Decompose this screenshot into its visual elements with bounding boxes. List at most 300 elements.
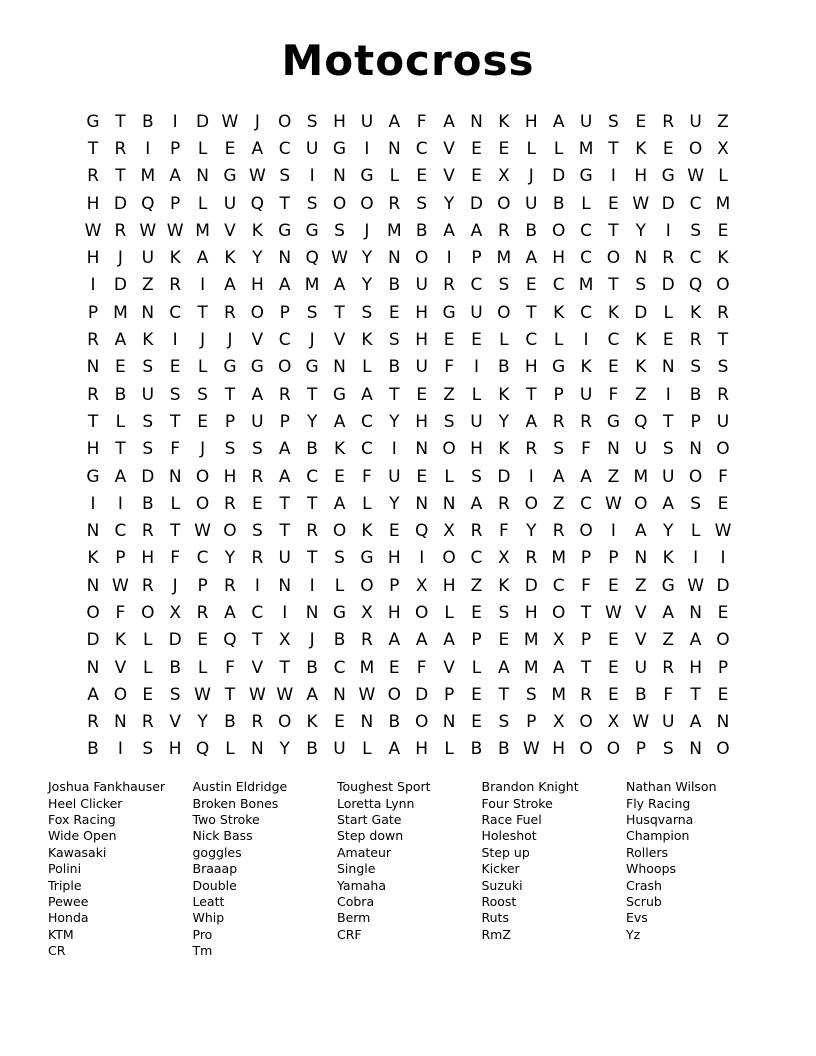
grid-letter: I	[172, 111, 178, 132]
grid-letter: R	[306, 521, 319, 542]
grid-letter: P	[553, 384, 564, 405]
grid-letter: C	[552, 275, 565, 296]
grid-letter: M	[633, 466, 649, 487]
grid-letter: K	[498, 111, 510, 132]
grid-letter: N	[607, 439, 620, 460]
grid-letter: K	[87, 548, 99, 569]
grid-letter: X	[498, 548, 510, 569]
grid-letter: P	[279, 411, 290, 432]
grid-letter: K	[662, 548, 674, 569]
grid-letter: A	[415, 630, 428, 651]
grid-letter: Q	[634, 411, 648, 432]
grid-letter: U	[415, 275, 428, 296]
grid-letter: T	[115, 111, 126, 132]
grid-letter: A	[278, 466, 291, 487]
word-list-item: Honda	[48, 910, 89, 926]
grid-letter: A	[333, 493, 346, 514]
grid-letter: R	[141, 521, 154, 542]
grid-letter: T	[279, 657, 290, 678]
grid-letter: M	[523, 657, 539, 678]
grid-letter: S	[498, 275, 510, 296]
grid-letter: T	[608, 220, 619, 241]
grid-letter: P	[580, 630, 592, 651]
grid-letter: G	[332, 138, 347, 159]
grid-letter: R	[251, 712, 264, 733]
word-list-column	[482, 779, 627, 959]
grid-letter: N	[114, 712, 127, 733]
grid-letter: Q	[223, 630, 237, 651]
grid-letter: A	[114, 466, 127, 487]
grid-letter: E	[197, 630, 208, 651]
grid-letter: S	[279, 166, 291, 187]
grid-letter: C	[306, 466, 319, 487]
grid-letter: E	[471, 684, 482, 705]
grid-letter: Z	[607, 466, 620, 487]
word-list-item: Four Stroke	[481, 795, 553, 811]
grid-letter: O	[497, 302, 511, 323]
grid-letter: Z	[141, 275, 154, 296]
grid-letter: S	[443, 411, 455, 432]
grid-letter: H	[689, 657, 702, 678]
grid-letter: T	[580, 657, 592, 678]
grid-letter: G	[332, 384, 347, 405]
page-title: Motocross	[281, 36, 535, 85]
grid-letter: E	[608, 357, 619, 378]
grid-letter: S	[306, 111, 318, 132]
word-list-column	[193, 779, 338, 959]
grid-letter: I	[90, 275, 96, 296]
grid-letter: P	[115, 548, 126, 569]
grid-letter: Q	[688, 275, 703, 296]
grid-letter: S	[169, 684, 181, 705]
grid-letter: W	[714, 521, 732, 542]
word-list-item: Nick Bass	[192, 828, 253, 844]
grid-letter: X	[415, 575, 428, 596]
word-list-item: Joshua Fankhauser	[48, 779, 166, 795]
grid-letter: C	[114, 521, 127, 542]
grid-letter: C	[415, 138, 428, 159]
grid-letter: M	[551, 548, 566, 569]
grid-letter: S	[169, 384, 181, 405]
grid-letter: L	[143, 630, 153, 651]
grid-letter: R	[470, 521, 483, 542]
grid-letter: A	[196, 248, 209, 269]
grid-letter: A	[388, 739, 401, 760]
grid-letter: R	[224, 493, 236, 514]
grid-letter: C	[360, 439, 373, 460]
grid-letter: A	[224, 275, 236, 296]
grid-letter: A	[580, 466, 592, 487]
grid-letter: N	[278, 248, 292, 269]
grid-letter: E	[416, 384, 428, 405]
grid-letter: D	[661, 275, 675, 296]
grid-letter: H	[333, 111, 346, 132]
grid-letter: E	[608, 193, 619, 214]
grid-letter: E	[169, 357, 181, 378]
grid-letter: N	[250, 739, 264, 760]
grid-letter: N	[689, 739, 702, 760]
word-list-item: Braaap	[192, 861, 238, 877]
grid-letter: Y	[389, 411, 400, 432]
grid-letter: A	[333, 411, 346, 432]
grid-letter: T	[115, 439, 126, 460]
grid-letter: U	[716, 411, 730, 432]
grid-letter: E	[334, 466, 345, 487]
grid-letter: L	[444, 466, 454, 487]
grid-letter: O	[497, 193, 511, 214]
grid-letter: K	[553, 302, 565, 323]
grid-letter: E	[717, 684, 729, 705]
grid-letter: B	[333, 630, 346, 651]
grid-letter: Y	[526, 521, 537, 542]
grid-letter: G	[250, 357, 264, 378]
grid-letter: N	[387, 248, 401, 269]
grid-letter: V	[333, 330, 346, 351]
grid-letter: Y	[361, 275, 373, 296]
grid-letter: O	[141, 602, 155, 623]
grid-letter: E	[717, 220, 729, 241]
grid-letter: R	[114, 220, 127, 241]
grid-letter: O	[551, 220, 566, 241]
grid-letter: S	[142, 357, 154, 378]
grid-letter: E	[416, 466, 428, 487]
grid-letter: O	[579, 739, 593, 760]
grid-letter: K	[498, 575, 510, 596]
grid-letter: T	[717, 330, 729, 351]
grid-letter: W	[687, 166, 704, 187]
grid-letter: B	[525, 220, 538, 241]
grid-letter: E	[717, 493, 729, 514]
grid-letter: M	[496, 248, 512, 269]
grid-letter: A	[169, 166, 181, 187]
word-list-item: CR	[48, 943, 66, 959]
grid-letter: W	[276, 684, 294, 705]
grid-letter: E	[471, 138, 482, 159]
word-list-item: Step up	[481, 844, 530, 860]
grid-letter: A	[689, 712, 702, 733]
grid-letter: W	[605, 602, 622, 623]
grid-letter: V	[443, 166, 455, 187]
grid-letter: S	[608, 111, 619, 132]
grid-letter: B	[388, 357, 401, 378]
grid-letter: X	[278, 630, 291, 651]
grid-letter: J	[117, 248, 123, 269]
grid-letter: H	[552, 739, 566, 760]
grid-letter: H	[168, 739, 182, 760]
grid-letter: S	[334, 220, 345, 241]
grid-letter: S	[142, 411, 154, 432]
grid-letter: R	[525, 439, 538, 460]
grid-letter: W	[331, 248, 348, 269]
grid-letter: E	[608, 630, 619, 651]
grid-letter: L	[362, 493, 372, 514]
grid-letter: E	[662, 138, 674, 159]
grid-letter: A	[662, 602, 675, 623]
grid-letter: E	[115, 357, 126, 378]
grid-letter: W	[221, 111, 239, 132]
grid-letter: A	[525, 411, 538, 432]
grid-letter: K	[717, 248, 729, 269]
grid-letter: K	[690, 302, 702, 323]
grid-letter: E	[608, 657, 619, 678]
grid-letter: E	[388, 521, 400, 542]
grid-letter: O	[716, 275, 730, 296]
word-list-item: Crash	[626, 877, 662, 893]
grid-letter: G	[278, 220, 292, 241]
word-list-item: Yz	[626, 926, 641, 942]
grid-letter: F	[444, 357, 454, 378]
word-list-item: Pro	[192, 926, 213, 942]
grid-letter: U	[634, 439, 648, 460]
grid-letter: E	[388, 302, 400, 323]
grid-letter: D	[661, 193, 675, 214]
grid-letter: O	[524, 493, 538, 514]
grid-letter: W	[632, 712, 650, 733]
grid-letter: P	[608, 548, 619, 569]
grid-letter: S	[635, 275, 647, 296]
grid-letter: S	[690, 493, 701, 514]
grid-letter: T	[526, 384, 537, 405]
grid-letter: N	[360, 712, 374, 733]
grid-letter: Z	[552, 493, 565, 514]
grid-letter: S	[690, 220, 701, 241]
word-list-item: Broken Bones	[192, 795, 279, 811]
word-list-item: Fox Racing	[48, 811, 116, 827]
grid-letter: P	[170, 138, 181, 159]
grid-letter: K	[306, 712, 318, 733]
grid-letter: D	[469, 193, 484, 214]
grid-letter: A	[224, 602, 236, 623]
grid-letter: K	[333, 439, 346, 460]
grid-letter: G	[305, 357, 319, 378]
grid-letter: H	[86, 193, 100, 214]
grid-letter: T	[87, 411, 99, 432]
grid-letter: T	[498, 684, 510, 705]
grid-letter: L	[115, 411, 126, 432]
grid-letter: B	[114, 384, 127, 405]
grid-letter: K	[114, 630, 126, 651]
grid-letter: E	[224, 138, 236, 159]
grid-letter: C	[552, 575, 565, 596]
grid-letter: L	[197, 657, 208, 678]
grid-letter: A	[525, 248, 538, 269]
grid-letter: V	[635, 602, 647, 623]
grid-letter: E	[142, 684, 154, 705]
grid-letter: E	[471, 166, 482, 187]
grid-letter: A	[306, 684, 318, 705]
grid-letter: A	[552, 111, 565, 132]
grid-letter: W	[687, 575, 704, 596]
grid-letter: V	[443, 657, 455, 678]
grid-letter: T	[115, 166, 126, 187]
grid-letter: L	[197, 193, 208, 214]
grid-letter: S	[690, 357, 701, 378]
grid-letter: B	[141, 111, 154, 132]
grid-letter: E	[498, 138, 510, 159]
grid-letter: Z	[443, 384, 455, 405]
grid-letter: Y	[197, 712, 208, 733]
grid-letter: E	[471, 330, 482, 351]
grid-letter: R	[662, 248, 675, 269]
word-list-item: Pewee	[48, 893, 89, 909]
grid-letter: M	[551, 684, 566, 705]
grid-letter: I	[282, 602, 288, 623]
grid-letter: B	[415, 220, 428, 241]
grid-letter: R	[497, 220, 510, 241]
grid-letter: U	[661, 466, 675, 487]
grid-letter: O	[195, 466, 210, 487]
grid-letter: D	[168, 630, 182, 651]
grid-letter: K	[580, 357, 592, 378]
grid-letter: K	[169, 248, 181, 269]
grid-letter: L	[499, 330, 509, 351]
grid-letter: N	[470, 111, 483, 132]
grid-letter: D	[497, 466, 511, 487]
grid-letter: A	[361, 384, 373, 405]
grid-letter: L	[334, 575, 345, 596]
grid-letter: C	[278, 138, 291, 159]
grid-letter: T	[279, 493, 290, 514]
grid-letter: Q	[305, 248, 319, 269]
grid-letter: G	[661, 166, 675, 187]
grid-letter: Y	[663, 521, 674, 542]
grid-letter: E	[662, 330, 674, 351]
grid-letter: I	[309, 575, 315, 596]
grid-letter: W	[84, 220, 102, 241]
grid-letter: S	[251, 439, 263, 460]
grid-letter: I	[254, 575, 260, 596]
grid-letter: C	[333, 657, 346, 678]
grid-letter: D	[86, 630, 100, 651]
grid-letter: N	[333, 357, 346, 378]
grid-letter: B	[689, 384, 702, 405]
grid-letter: I	[117, 493, 123, 514]
word-list-item: Leatt	[192, 893, 225, 909]
grid-letter: S	[416, 193, 428, 214]
grid-letter: P	[389, 575, 400, 596]
grid-letter: S	[306, 193, 318, 214]
word-list-item: Loretta Lynn	[337, 795, 415, 811]
grid-letter: I	[145, 138, 151, 159]
grid-letter: L	[581, 193, 591, 214]
grid-letter: P	[87, 302, 99, 323]
grid-letter: Y	[279, 739, 290, 760]
grid-letter: A	[251, 138, 264, 159]
grid-letter: U	[634, 657, 648, 678]
word-list-item: Wide Open	[48, 828, 117, 844]
grid-letter: B	[498, 357, 510, 378]
grid-letter: K	[635, 357, 647, 378]
grid-letter: R	[552, 411, 565, 432]
grid-letter: R	[224, 575, 236, 596]
grid-letter: R	[87, 384, 99, 405]
word-list-item: Champion	[626, 828, 690, 844]
grid-letter: A	[470, 493, 483, 514]
grid-letter: U	[579, 384, 593, 405]
grid-letter: S	[142, 739, 154, 760]
grid-letter: D	[196, 111, 210, 132]
grid-letter: S	[662, 439, 674, 460]
grid-letter: M	[359, 657, 375, 678]
grid-letter: E	[608, 575, 619, 596]
grid-letter: T	[389, 384, 400, 405]
grid-letter: F	[608, 384, 619, 405]
word-list-item: Austin Eldridge	[192, 779, 288, 795]
grid-letter: L	[197, 357, 208, 378]
grid-letter: D	[113, 193, 127, 214]
grid-letter: O	[688, 466, 703, 487]
grid-letter: R	[87, 166, 99, 187]
grid-letter: F	[362, 466, 372, 487]
word-list-item: Race Fuel	[481, 811, 542, 827]
grid-letter: P	[690, 411, 701, 432]
grid-letter: P	[471, 248, 482, 269]
grid-letter: V	[635, 630, 647, 651]
grid-letter: S	[662, 739, 674, 760]
grid-letter: O	[278, 357, 292, 378]
grid-letter: H	[387, 602, 401, 623]
grid-letter: T	[306, 493, 318, 514]
word-list-item: Step down	[337, 828, 404, 844]
grid-letter: O	[360, 575, 374, 596]
grid-letter: F	[663, 684, 674, 705]
grid-letter: U	[689, 111, 702, 132]
grid-letter: C	[607, 330, 620, 351]
grid-letter: R	[251, 466, 264, 487]
grid-letter: T	[169, 411, 181, 432]
grid-letter: E	[443, 330, 455, 351]
grid-letter: Q	[415, 521, 429, 542]
grid-letter: X	[169, 602, 181, 623]
word-list-item: Suzuki	[481, 877, 523, 893]
grid-letter: I	[90, 493, 96, 514]
grid-letter: G	[305, 220, 319, 241]
grid-letter: H	[524, 602, 538, 623]
grid-letter: F	[170, 548, 181, 569]
grid-letter: B	[634, 684, 647, 705]
grid-letter: S	[197, 384, 208, 405]
word-list-item: Double	[192, 877, 237, 893]
grid-letter: S	[471, 466, 482, 487]
grid-letter: L	[362, 739, 372, 760]
word-list-item: Fly Racing	[626, 795, 691, 811]
grid-letter: A	[443, 111, 455, 132]
grid-letter: H	[415, 330, 429, 351]
grid-letter: R	[87, 712, 99, 733]
grid-letter: J	[528, 166, 534, 187]
grid-letter: L	[444, 602, 454, 623]
grid-letter: W	[522, 739, 540, 760]
grid-letter: N	[634, 248, 648, 269]
grid-letter: H	[470, 439, 483, 460]
grid-letter: A	[552, 466, 565, 487]
grid-letter: P	[279, 302, 290, 323]
grid-letter: I	[693, 548, 699, 569]
grid-letter: S	[224, 439, 236, 460]
grid-letter: S	[306, 302, 318, 323]
grid-letter: T	[279, 193, 290, 214]
grid-letter: J	[309, 330, 315, 351]
grid-letter: A	[388, 630, 401, 651]
grid-letter: O	[387, 684, 401, 705]
word-list-item: Heel Clicker	[48, 795, 123, 811]
grid-letter: N	[86, 657, 100, 678]
grid-letter: R	[169, 275, 182, 296]
grid-letter: B	[498, 739, 510, 760]
grid-letter: O	[579, 712, 593, 733]
grid-letter: C	[470, 275, 483, 296]
grid-letter: X	[361, 602, 373, 623]
